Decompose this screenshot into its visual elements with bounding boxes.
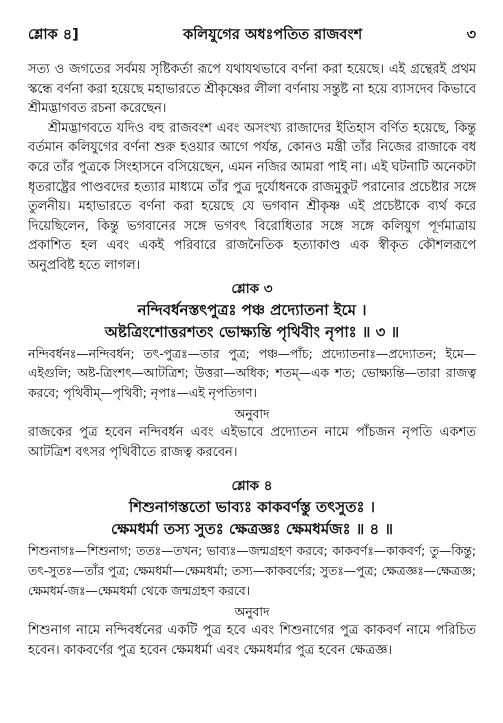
verse-line: ক্ষেমধর্মা তস্য সুতঃ ক্ষেত্রজ্ঞঃ ক্ষেমধর্মজঃ ॥ ৪ ॥ bbox=[111, 520, 393, 539]
translation: রাজকের পুত্র হবেন নন্দিবর্ধন এবং এইভাবে প্রদ্যোতন নামে পাঁচজন নৃপতি একশত আটত্রিশ বৎসর পৃথিবীতে রাজত্ব করবেন। bbox=[28, 425, 476, 461]
book-page bbox=[28, 24, 476, 661]
verse-line: অষ্টত্রিংশোত্তরশতং ভোক্ষ্যন্তি পৃথিবীং নৃপাঃ ॥ ৩ ॥ bbox=[104, 322, 400, 341]
synonyms: নন্দিবর্ধনঃ—নন্দিবর্ধন; তৎ-পুত্রঃ—তার পুত্র; পঞ্চ—পাঁচ; প্রদ্যোতনাঃ—প্রদ্যোতন; ইমে—এইগুলি; অষ্ট-ত্রিংশৎ—আটত্রিশ; উত্তরা—অধিক; শতম্—এক শত; ভোক্ষ্যন্তি—তারা রাজত্ব করবে; পৃথিবীম্—পৃথিবী; নৃপাঃ—এই নৃপতিগণ। bbox=[28, 346, 476, 400]
synonyms: শিশুনাগঃ—শিশুনাগ; ততঃ—তখন; ভাব্যঃ—জন্মগ্রহণ করবে; কাকবর্ণঃ—কাকবর্ণ; তু—কিন্তু; তৎ-সুতঃ—তাঁর পুত্র; ক্ষেমধর্মা—ক্ষেমধর্মা; তস্য—কাকবর্ণের; সুতঃ—পুত্র; ক্ষেত্রজ্ঞঃ—ক্ষেত্রজ্ঞ; ক্ষেমধর্ম-জঃ—ক্ষেমধর্মা থেকে জন্মগ্রহণ করবে। bbox=[28, 544, 476, 598]
page-number: ৩ bbox=[466, 27, 476, 43]
purport-paragraph: সত্য ও জগতের সর্বময় সৃষ্টিকর্তা রূপে যথাযথভাবে বর্ণনা করা হয়েছে। এই গ্রন্থেরই প্রথম স্কন্ধে বর্ণনা করা হয়েছে মহাভারতে শ্রীকৃষ্ণের লীলা বর্ণনায় সন্তুষ্ট না হয়ে ব্যাসদেব কিভাবে শ্রীমদ্ভাগবত রচনা করেছেন। bbox=[28, 62, 476, 117]
translation-label: অনুবাদ bbox=[234, 407, 270, 422]
running-header bbox=[28, 24, 476, 48]
verse-line: নন্দিবর্ধনস্তৎপুত্রঃ পঞ্চ প্রদ্যোতনা ইমে । bbox=[137, 300, 367, 319]
verse-heading: শ্লোক ৪ bbox=[231, 478, 273, 495]
verse-line: শিশুনাগস্ততো ভাব্যঃ কাকবর্ণস্তু তৎসুতঃ । bbox=[128, 498, 376, 517]
translation-label: অনুবাদ bbox=[234, 605, 270, 620]
chapter-title: কলিযুগের অধঃপতিত রাজবংশ bbox=[183, 27, 363, 43]
verse-heading: শ্লোক ৩ bbox=[231, 280, 273, 297]
verse-reference: শ্লোক ৪] bbox=[28, 27, 79, 43]
purport-paragraph: শ্রীমদ্ভাগবতে যদিও বহু রাজবংশ এবং অসংখ্য রাজাদের ইতিহাস বর্ণিত হয়েছে, কিন্তু বর্তমান কলিযুগের বর্ণনা শুরু হওয়ার আগে পর্যন্ত, কোনও মন্ত্রী তাঁর নিজের রাজাকে বধ করে তাঁর পুত্রকে সিংহাসনে বসিয়েছেন, এমন নজির আমরা পাই না। এই ঘটনাটি অনেকটা ধৃতরাষ্ট্রের পাণ্ডবদের হত্যার মাধ্যমে তাঁর পুত্র দুর্যোধনকে রাজমুকুট পরানোর প্রচেষ্টার সঙ্গে তুলনীয়। মহাভারতে বর্ণনা করা হয়েছে যে ভগবান শ্রীকৃষ্ণ এই প্রচেষ্টাকে ব্যর্থ করে দিয়েছিলেন, কিন্তু ভগবানের সঙ্গে ভগবৎ বিরোধিতার সঙ্গে সঙ্গে কলিযুগ পূর্ণমাত্রায় প্রকাশিত হল এবং একই পরিবারে রাজনৈতিক হত্যাকাণ্ড এক স্বীকৃত কৌশলরূপে অনুপ্রবিষ্ট হতে লাগল। bbox=[28, 120, 476, 273]
translation: শিশুনাগ নামে নন্দিবর্ধনের একটি পুত্র হবে এবং শিশুনাগের পুত্র কাকবর্ণ নামে পরিচিত হবেন। কাকবর্ণের পুত্র হবেন ক্ষেমধর্মা এবং ক্ষেমধর্মার পুত্র হবেন ক্ষেত্রজ্ঞ। bbox=[28, 623, 476, 659]
